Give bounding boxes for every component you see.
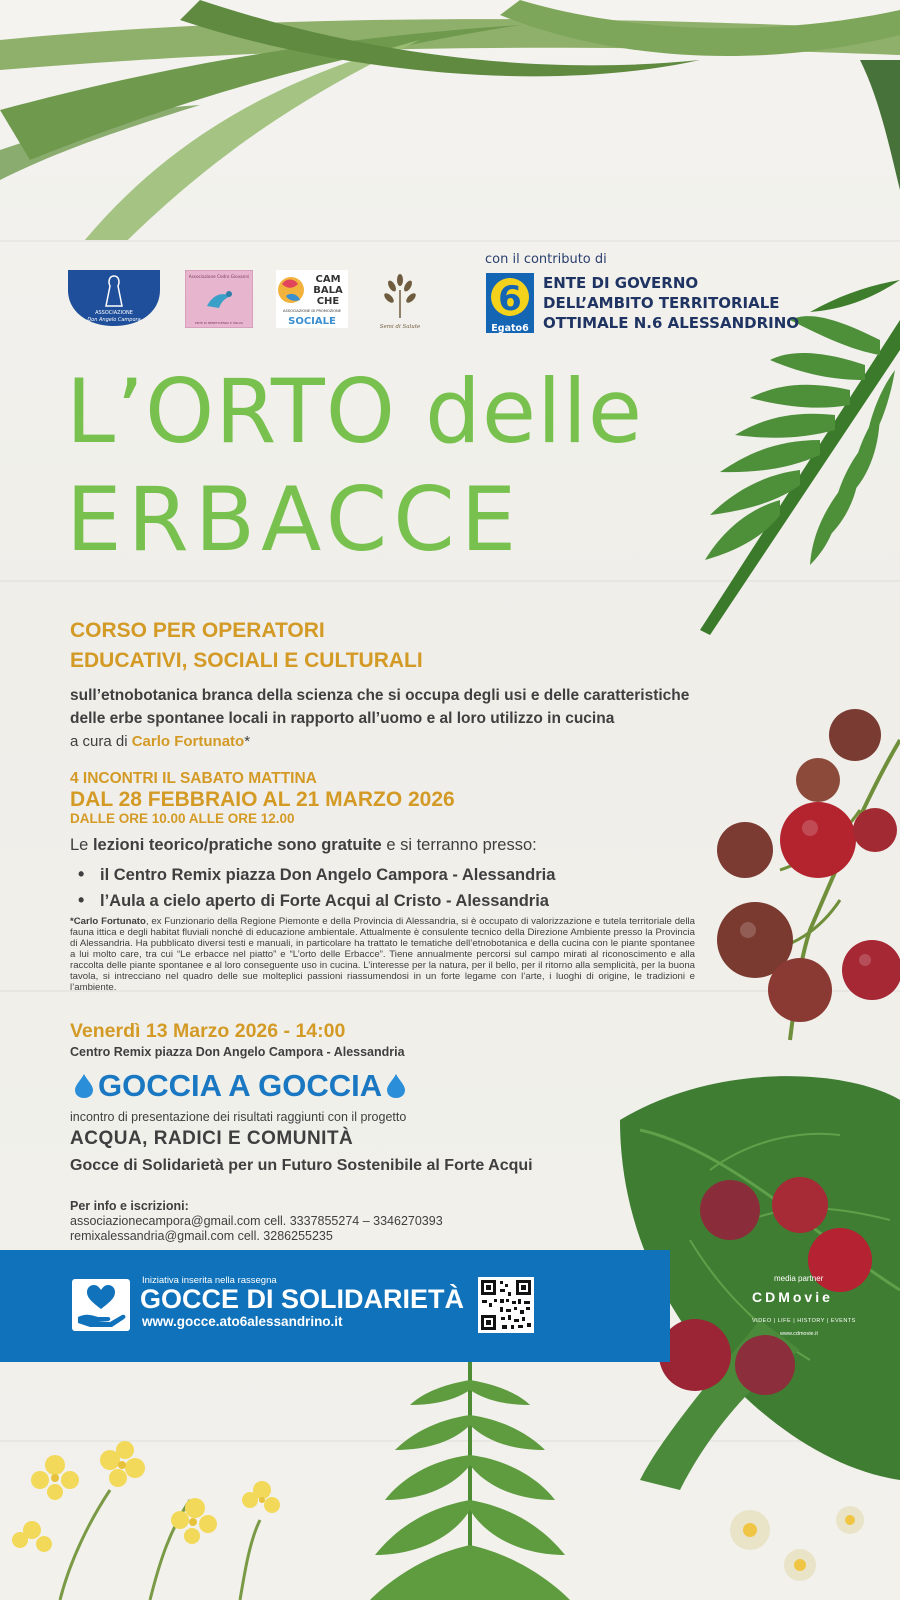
curated-suffix: * <box>244 733 251 750</box>
bio-text: , ex Funzionario della Regione Piemonte e della Provincia di Alessandria, si è occupato di valorizzazione e tutela territoriale della fauna ittica e degli habitat fluviali nonché di educazione ambientale. Attualmente è consulente tecnico della Direzione Ambiente presso la Provincia di Alessandria. Ha pubblicato diversi testi e manuali, in particolare ha trattato le tematiche dell’etnobotanica e della cucina con le piante spontanee a lui molto care, tra cui “Le erbacce nel piatto” e “L’orto delle Erbacce”. Tiene annualmente percorsi sul campo mirati al riconoscimento e alla raccolta delle piante spontanee e al loro conseguente uso in cucina. L’interesse per la natura, per il bello, per il ritorno alla semplicità, per la buona tavola, si intrecciano nel quadro delle sue molteplici passioni riassumendosi in un forte legame con l’arte, i luoghi di origine, le tradizioni e l’ambiente. <box>70 916 695 993</box>
heart-hand-icon <box>72 1279 130 1331</box>
contributor-label: con il contributo di <box>485 252 607 267</box>
logo3-line2: BALA <box>313 285 343 296</box>
top-grass-leaves-icon <box>0 0 900 240</box>
associazione-campora-logo <box>68 270 160 326</box>
list-item: • l’Aula a cielo aperto di Forte Acqui al Cristo - Alessandria <box>78 888 555 914</box>
media-partner-url[interactable]: www.cdmovie.it <box>780 1331 818 1337</box>
logo1-line1: ASSOCIAZIONE <box>95 310 133 316</box>
course-description-line1: sull’etnobotanica branca della scienza che si occupa degli usi e delle caratteristiche <box>70 687 690 704</box>
contributor-name <box>543 273 799 333</box>
contributor-line: DELL’AMBITO TERRITORIALE <box>543 294 780 312</box>
meetings-count: 4 INCONTRI IL SABATO MATTINA <box>70 770 317 787</box>
project-subtitle: Gocce di Solidarietà per un Futuro Sostenibile al Forte Acqui <box>70 1157 533 1174</box>
drop-icon <box>75 1074 93 1098</box>
cambalache-logo <box>276 270 348 328</box>
bio-name: *Carlo Fortunato <box>70 916 146 927</box>
media-partner-label: media partner <box>774 1274 824 1283</box>
curated-prefix: a cura di <box>70 733 132 750</box>
media-partner-sub: VIDEO | LIFE | HISTORY | EVENTS <box>752 1318 856 1324</box>
contact-line2: remixalessandria@gmail.com cell. 3286255235 <box>70 1229 333 1243</box>
logo3-line1: CAM <box>315 274 341 285</box>
logo3-line3: CHE <box>316 296 340 307</box>
right-fern-icon <box>640 280 900 680</box>
contributor-line: ENTE DI GOVERNO <box>543 274 699 292</box>
course-description <box>70 684 770 730</box>
drop-icon <box>387 1074 405 1098</box>
logo2-line2: ENTE DI BENEFICENZA E ONLUS <box>194 321 244 325</box>
egato6-text: Egato6 <box>491 323 529 333</box>
logo3-word: SOCIALE <box>288 316 336 327</box>
associazione-cedro-logo <box>185 270 253 328</box>
project-name: ACQUA, RADICI E COMUNITÀ <box>70 1128 354 1149</box>
event-intro: incontro di presentazione dei risultati raggiunti con il progetto <box>70 1110 407 1124</box>
contributor-line: OTTIMALE N.6 ALESSANDRINO <box>543 314 800 332</box>
logo2-line1: Associazione Cedro Giovanni <box>188 274 250 279</box>
wood-plank <box>0 240 900 242</box>
page-title-line2: ERBACCE <box>66 468 523 571</box>
lessons-suffix: e si terranno presso: <box>381 836 537 854</box>
contact-info <box>70 1199 443 1244</box>
semi-di-salute-logo <box>377 270 423 332</box>
list-item: • il Centro Remix piazza Don Angelo Campora - Alessandria <box>78 862 555 888</box>
yellow-flowers-icon <box>0 1420 330 1600</box>
banner-title: GOCCE DI SOLIDARIETÀ <box>140 1284 465 1314</box>
event-place: Centro Remix piazza Don Angelo Campora - Alessandria <box>70 1045 405 1059</box>
egato6-logo <box>486 273 534 333</box>
event-headline <box>70 1068 410 1104</box>
contact-label: Per info e iscrizioni: <box>70 1199 189 1213</box>
egato6-digit: 6 <box>498 279 522 319</box>
curator-bio <box>70 916 695 993</box>
curated-by <box>70 733 250 750</box>
banner-url[interactable]: www.gocce.ato6alessandrino.it <box>142 1314 343 1329</box>
course-heading-line2: EDUCATIVI, SOCIALI E CULTURALI <box>70 649 423 672</box>
banner-small: Iniziativa inserita nella rassegna <box>142 1275 277 1286</box>
curator-name: Carlo Fortunato <box>131 733 245 750</box>
course-heading <box>70 616 423 676</box>
media-partner-name: CDMovie <box>752 1289 833 1305</box>
lessons-prefix: Le <box>70 836 93 854</box>
event-date: Venerdì 13 Marzo 2026 - 14:00 <box>70 1020 346 1042</box>
lesson-places <box>78 862 555 914</box>
bottom-fern-icon <box>340 1360 600 1600</box>
page-title-line1: L’ORTO delle <box>66 360 644 463</box>
logo1-line2: Don Angelo Campora <box>87 317 141 323</box>
meetings-hours: DALLE ORE 10.00 ALLE ORE 12.00 <box>70 811 295 826</box>
meetings-dates: DAL 28 FEBBRAIO AL 21 MARZO 2026 <box>70 788 455 811</box>
berry-icon <box>700 700 900 1050</box>
course-heading-line1: CORSO PER OPERATORI <box>70 619 325 642</box>
logo3-sub: ASSOCIAZIONE DI PROMOZIONE <box>282 309 342 313</box>
lessons-intro <box>70 836 537 855</box>
contact-line1: associazionecampora@gmail.com cell. 3337855274 – 3346270393 <box>70 1214 443 1228</box>
logo4-text: Semi di Salute <box>379 324 421 330</box>
lessons-bold: lezioni teorico/pratiche sono gratuite <box>92 836 382 854</box>
qr-code-icon[interactable] <box>478 1277 534 1333</box>
course-description-line2: delle erbe spontanee locali in rapporto all’uomo e al loro utilizzo in cucina <box>70 710 615 727</box>
event-headline-text: GOCCIA A GOCCIA <box>98 1068 383 1103</box>
